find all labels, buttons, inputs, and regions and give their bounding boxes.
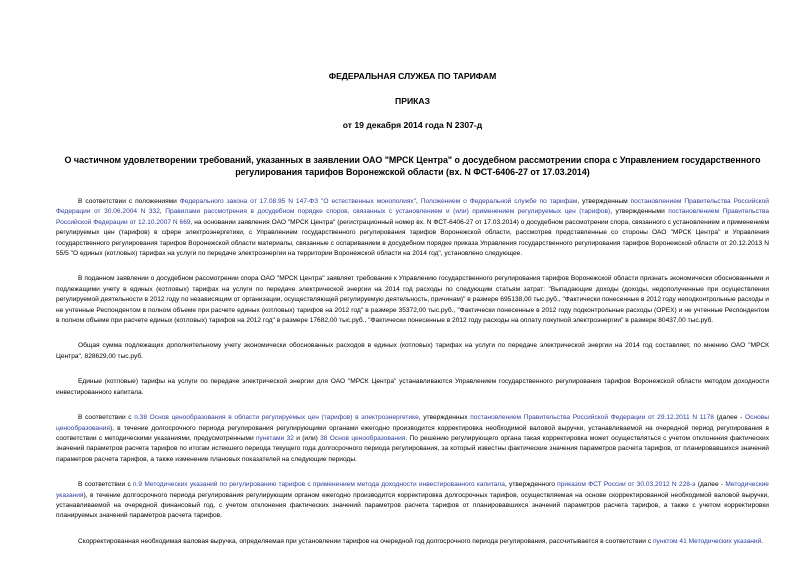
text: . По решению регулирующего органа такая корректировка может осуществляться с учетом отклонения фактических значений параметров расчета тарифов по итогам истекшего периода текущего года долгосрочного периода регулирования, за который известны фактические значения параметров расчета тарифов, от планировавшихся значений параметров расчета тарифов, а также изменение плановых показателей на следующие периоды. [56,434,769,463]
text: , утвержденными [610,208,669,216]
text: , утвержденным [577,198,631,205]
paragraph-6 [56,480,769,522]
text: ), в течение долгосрочного периода регулирования регулирующими органами ежегодно производится корректировка необходимой валовой выручки, устанавливаемой на очередной период регулирования в соответствии с методическими указаниями, предусмотренными [56,424,769,442]
clause-32-link[interactable]: пунктами 32 [255,434,294,442]
document-title: О частичном удовлетворении требований, указанных в заявлении ОАО "МРСК Центра" о досудебном рассмотрении спора с Управлением государственного регулирования тарифов Воронежской области (вх. N ФСТ-6406-27 от 17.03.2014) [64,155,761,177]
clause-41-link[interactable]: пунктом 41 Методических указаний [652,537,762,545]
paragraph-5 [56,413,769,465]
text: В соответствии с [78,481,134,489]
paragraph-1 [56,197,769,259]
text: (далее - [713,414,746,422]
document-type: ПРИКАЗ [395,96,430,106]
clause-38-link[interactable]: 38 Основ ценообразования [320,434,406,442]
text: Скорректированная необходимая валовая выручка, определяемая при установлении тарифов на очередной год долгосрочного периода регулирования, рассчитывается в соответствии с [78,537,653,545]
paragraph-2: В поданном заявлении о досудебном рассмотрении спора ОАО "МРСК Центра" заявляет требование к Управлению государственного регулирования тарифов Воронежской области признать экономически обоснованными и подлежащими учету в единых (котловых) тарифах на услуги по передаче электрической энергии на 2014 год расходы по следующим статьям затрат: "Выпадающие доходы (доходы, недополученные при осуществлении регулируемой деятельности в 2012 году по независящим от организации, осуществляющей регулируемую деятельность, причинам)" в размере 695138,00 тыс.руб., "Фактически понесенные в 2012 году неподконтрольные расходы и не учтенные Респондентом в полном объеме при расчете единых (котловых) тарифов на 2012 год" в размере 35372,00 тыс.руб., "Фактически понесенные в 2012 году подконтрольные расходы (OPEX) и не учтенные Респондентом в полном объеме при расчете единых (котловых) тарифов на 2012 год" в размере 17682,00 тыс.руб., "Фактически понесенные в 2012 году расходы на оплату покупной электроэнергии" в размере 80437,00 тыс.руб. [56,275,769,325]
pricing-basics-link[interactable]: Основы ценообразования [56,414,769,432]
text: , утвержденных [418,414,471,422]
methodical-guidelines-link[interactable]: Методические указания [56,481,769,499]
paragraph-7 [56,537,769,547]
government-decree-1178-link[interactable]: постановлением Правительства Российской Федерации от 29.12.2011 N 1178 [470,414,714,422]
text: , на основании заявления ОАО "МРСК Центра" (регистрационный номер вх. N ФСТ-6406-27 от 17.03.2014) о досудебном рассмотрении спора, связанного с установлением и применением регулируемых цен (тарифов) в сфере электроэнергетики, с Управлением государственного регулирования тарифов Воронежской области, рассмотрев представленные со стороны ОАО "МРСК Центра" и Управления государственного регулирования тарифов Воронежской области материалы, связанные с оспариванием в досудебном порядке приказа Управления государственного регулирования тарифов Воронежской области от 20.12.2013 N 55/5 "О единых (котловых) тарифах на услуги по передаче электроэнергии на территории Воронежской области на 2014 год", установлено следующее. [56,218,769,258]
methodical-guidelines-p9-link[interactable]: п.9 Методических указаний по регулированию тарифов с применением метода доходности инвестированного капитала [133,481,505,489]
text: (далее - [695,481,726,489]
text: ), в течение долгосрочного периода регулирования регулирующим органом ежегодно производится корректировка долгосрочных тарифов, осуществляемая на основе скорректированной необходимой валовой выручки, устанавливаемой на очередной финансовый год, с учетом отклонения фактических значений параметров расчета тарифов от планировавшихся значений параметров расчета тарифов, а также с учетом корректировки планируемых значений параметров расчета тарифов. [56,491,769,520]
text: , [159,208,166,216]
dispute-rules-link[interactable]: Правилами рассмотрения в досудебном порядке споров, связанных с установлением и (или) применением регулируемых цен (тарифов) [165,208,611,216]
government-decree-669-link[interactable]: постановлением Правительства Российской Федерации от 12.10.2007 N 669 [56,208,769,226]
pricing-basics-p38-link[interactable]: п.38 Основ ценообразования в области регулируемых цен (тарифов) в электроэнергетике [134,414,419,422]
fst-regulation-link[interactable]: Положением о Федеральной службе по тарифам [420,198,578,205]
document-date-number: от 19 декабря 2014 года N 2307-д [342,120,483,130]
text: В соответствии с положениями [78,198,180,205]
text: , [416,198,421,205]
fst-order-228-link[interactable]: приказом ФСТ России от 30.03.2012 N 228-э [557,481,696,489]
paragraph-3: Общая сумма подлежащих дополнительному учету экономически обоснованных расходов в единых (котловых) тарифах на услуги по передаче электрической энергии на 2014 год составляет, по мнению ОАО "МРСК Центра", 828629,00 тыс.руб. [56,342,769,360]
agency-name: ФЕДЕРАЛЬНАЯ СЛУЖБА ПО ТАРИФАМ [328,71,497,81]
text: . [761,537,764,545]
law-147-fz-link[interactable]: Федерального закона от 17.08.95 N 147-ФЗ "О естественных монополиях" [179,198,417,205]
paragraph-4: Единые (котловые) тарифы на услуги по передаче электрической энергии для ОАО "МРСК Центра" устанавливаются Управлением государственного регулирования тарифов Воронежской области методом доходности инвестированного капитала. [56,378,769,396]
text: В соответствии с [78,414,135,422]
text: и (или) [293,434,321,442]
text: , утвержденного [504,481,558,489]
government-decree-332-link[interactable]: постановлением Правительства Российской Федерации от 30.06.2004 N 332 [56,198,769,216]
